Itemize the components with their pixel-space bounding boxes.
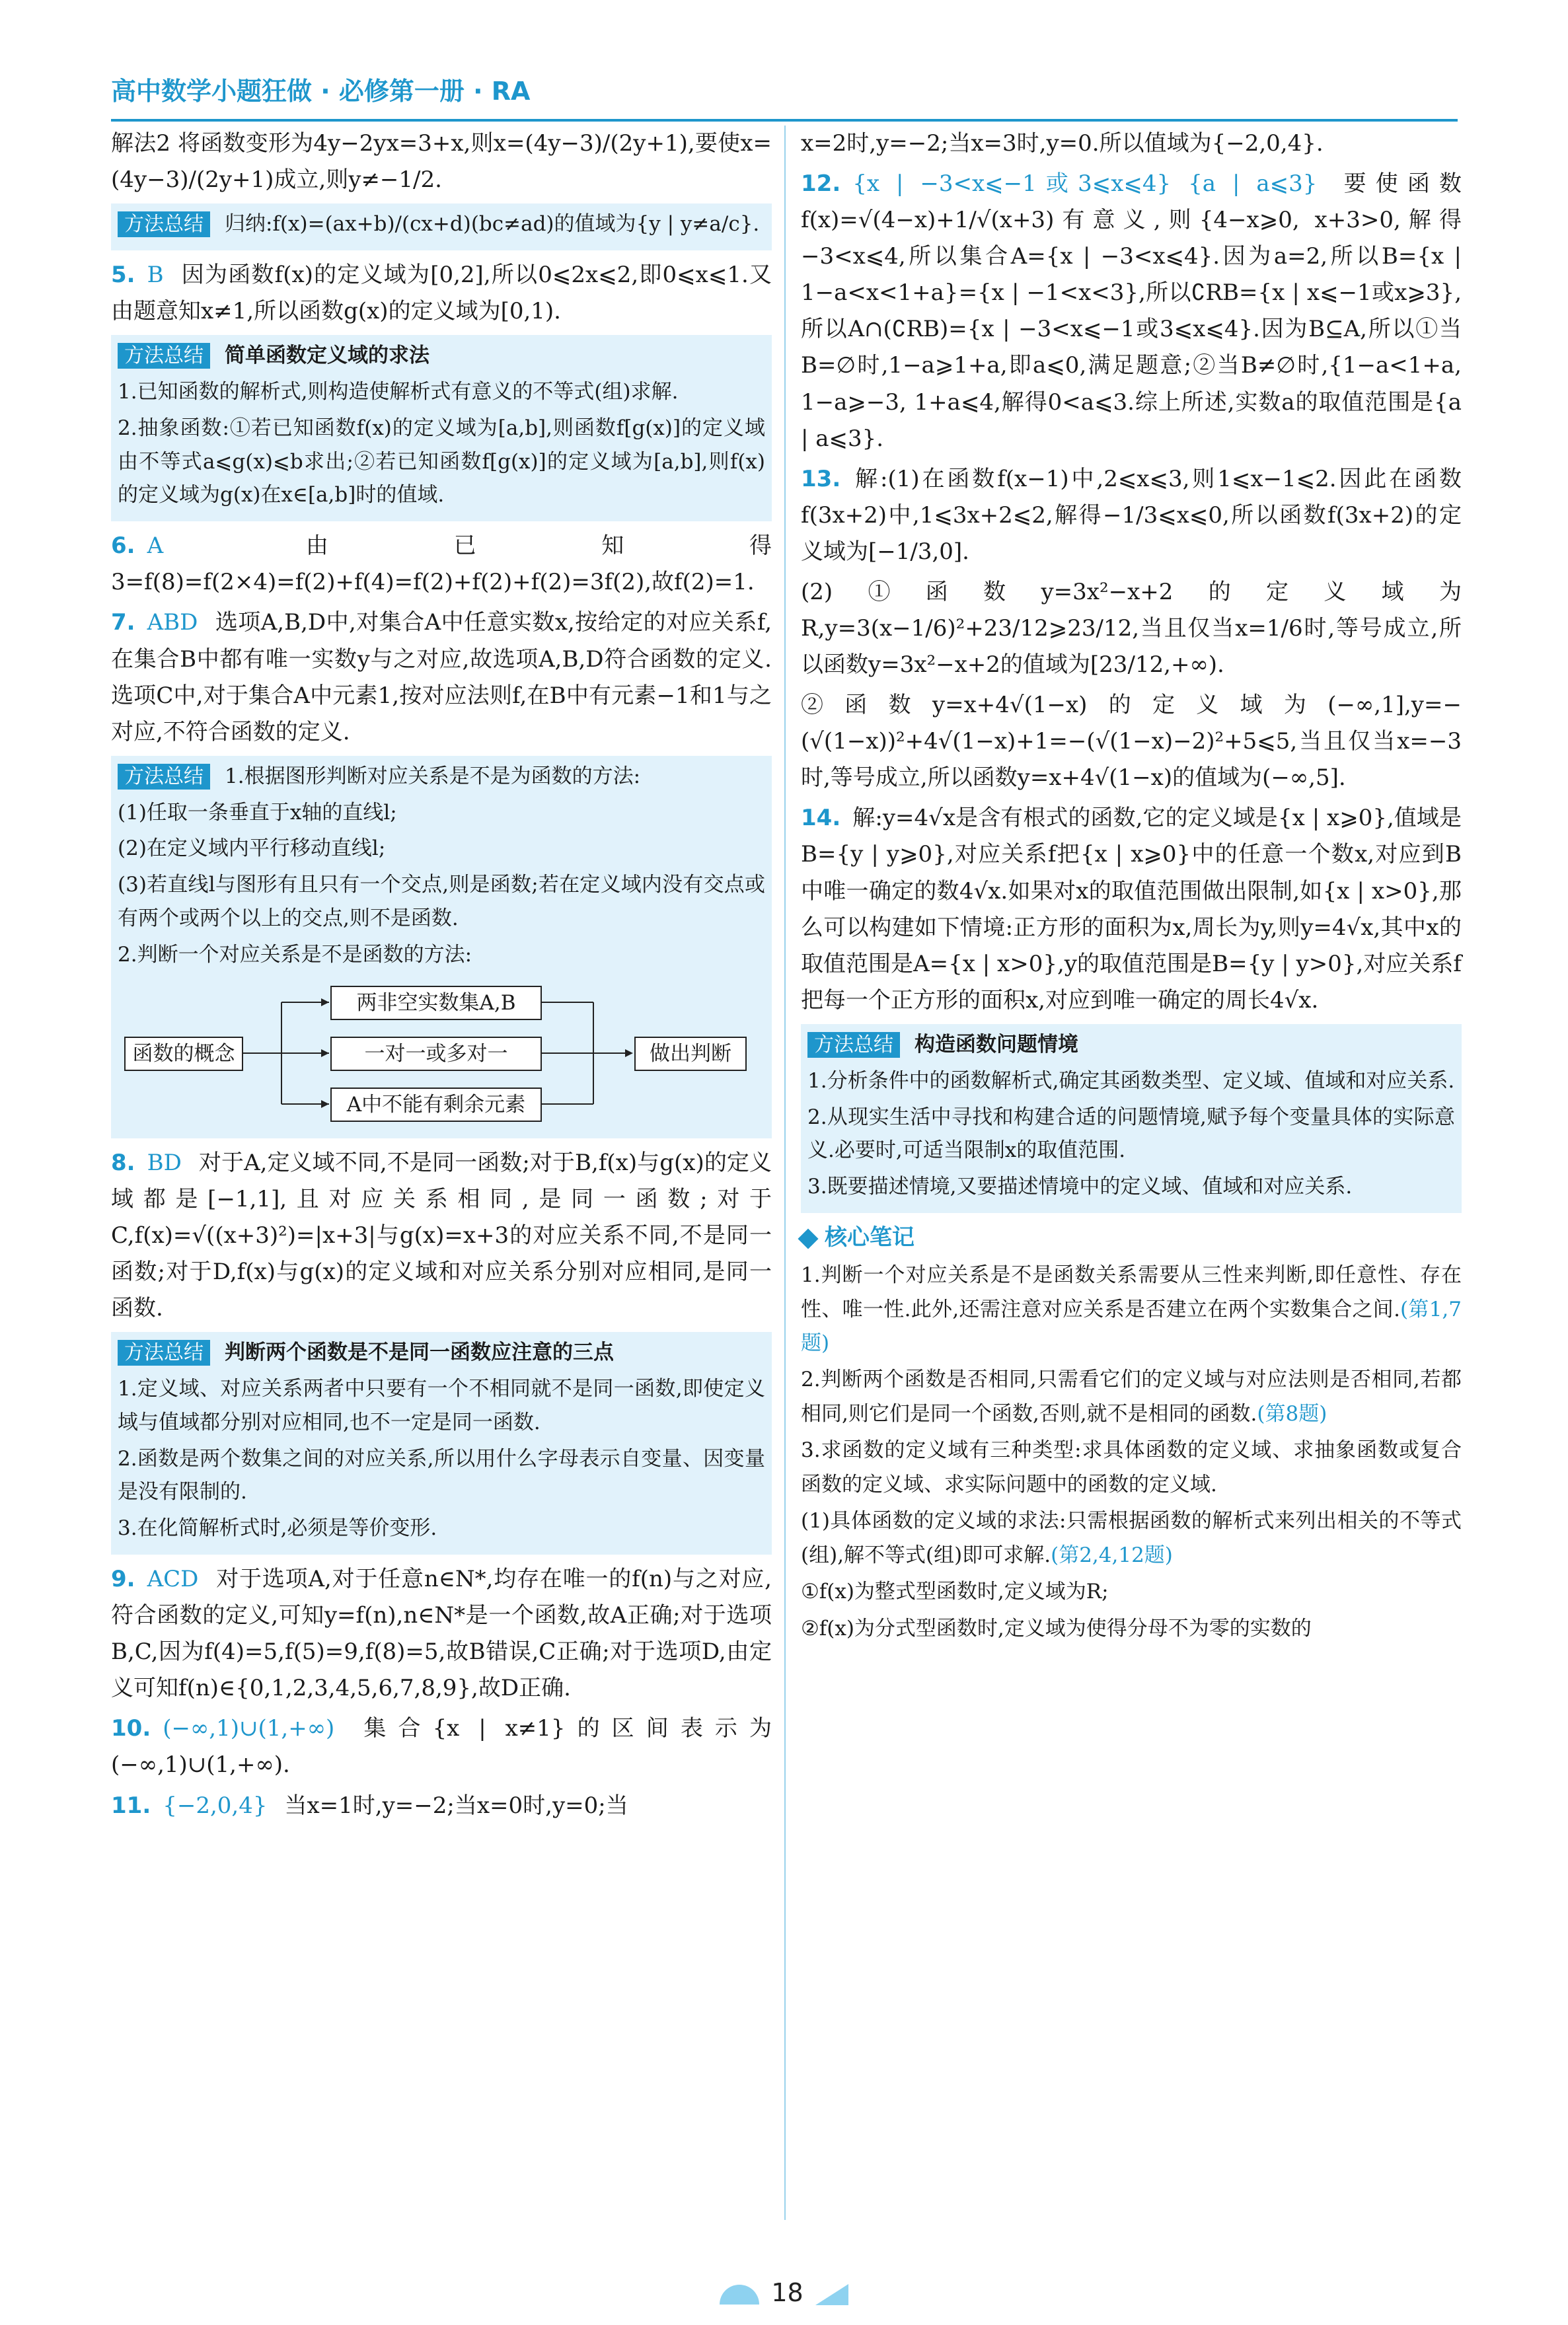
page-footer xyxy=(0,2273,1568,2314)
column-divider xyxy=(784,126,786,2220)
function-concept-flowchart xyxy=(118,977,765,1129)
set-square-icon xyxy=(815,2284,848,2305)
flow-condition-box: 一对一或多对一 xyxy=(330,1037,542,1071)
method-line: (2)在定义域内平行移动直线l; xyxy=(118,836,386,861)
answer-value: {a | a⩽3} xyxy=(1188,170,1318,198)
answer-text: 因为函数f(x)的定义域为[0,2],所以0⩽2x⩽2,即0⩽x⩽1.又由题意知x≠1,所以函数g(x)的定义域为[0,1). xyxy=(111,261,772,325)
answer-number: 9. xyxy=(111,1566,135,1593)
note-item xyxy=(801,1434,1462,1502)
method-title: 简单函数定义域的求法 xyxy=(225,344,429,368)
note-text: 2.判断两个函数是否相同,只需看它们的定义域与对应法则是否相同,若都相同,则它们是同一个函数,否则,就不是相同的函数. xyxy=(801,1368,1462,1426)
method-line: 2.判断一个对应关系是不是函数的方法: xyxy=(118,942,472,967)
note-text: 1.判断一个对应关系是不是函数关系需要从三性来判断,即任意性、存在性、唯一性.此外,还需注意对应关系是否建立在两个实数集合之间. xyxy=(801,1263,1462,1321)
core-notes-title: 核心笔记 xyxy=(825,1224,915,1251)
answer-number: 13. xyxy=(801,465,841,492)
answer-choice: B xyxy=(147,261,164,288)
solution-method-2: 解法2 将函数变形为4y−2yx=3+x,则x=(4y−3)/(2y+1),要使x=(4y−3)/(2y+1)成立,则y≠−1/2. xyxy=(111,130,772,194)
method-line: (3)若直线l与图形有且只有一个交点,则是函数;若在定义域内没有交点或有两个或两个以上的交点,则不是函数. xyxy=(118,873,765,931)
left-column xyxy=(111,126,772,1828)
method-text: 归纳:f(x)=(ax+b)/(cx+d)(bc≠ad)的值域为{y | y≠a/c}. xyxy=(225,212,760,237)
answer-13-part1 xyxy=(801,461,1462,570)
method-line: 2.从现实生活中寻找和构建合适的问题情境,赋予每个变量具体的实际意义.必要时,可适当限制x的取值范围. xyxy=(807,1105,1455,1163)
answer-number: 14. xyxy=(801,805,841,832)
answer-text: 对于选项A,对于任意n∈N*,均存在唯一的f(n)与之对应,符合函数的定义,可知y=f(n),n∈N*是一个函数,故A正确;对于选项B,C,因为f(4)=5,f(5)=9,f(8)=5,故B错误,C正确;对于选项D,由定义可知f(n)∈{0,1,2,3,4,5,6,7,8,9},故D正确. xyxy=(111,1566,772,1702)
answer-5 xyxy=(111,257,772,330)
answer-number: 5. xyxy=(111,261,135,288)
answer-13-part2: (2)①函数y=3x²−x+2的定义域为R,y=3(x−1/6)²+23/12⩾23/12,当且仅当x=1/6时,等号成立,所以函数y=3x²−x+2的值域为[23/12,+∞). xyxy=(801,578,1462,679)
answer-number: 11. xyxy=(111,1792,151,1819)
note-item xyxy=(801,1612,1462,1646)
right-column xyxy=(801,126,1462,1648)
answer-11 xyxy=(111,1788,772,1824)
flow-start-box: 函数的概念 xyxy=(124,1037,243,1071)
answer-text: 选项A,B,D中,对集合A中任意实数x,按给定的对应关系f,在集合B中都有唯一实数y与之对应,故选项A,B,D符合函数的定义.选项C中,对于集合A中元素1,按对应法则f,在B中有元素−1和1与之对应,不符合函数的定义. xyxy=(111,609,772,745)
answer-7 xyxy=(111,605,772,750)
answer-6 xyxy=(111,528,772,601)
answer-value: (−∞,1)∪(1,+∞) xyxy=(163,1715,335,1742)
method-line: 3.在化简解析式时,必须是等价变形. xyxy=(118,1516,437,1541)
protractor-icon xyxy=(720,2285,759,2305)
answer-number: 7. xyxy=(111,609,135,636)
note-text: ②f(x)为分式型函数时,定义域为使得分母不为零的实数的 xyxy=(801,1616,1312,1641)
answer-choice: A xyxy=(147,533,164,560)
note-item xyxy=(801,1504,1462,1572)
answer-number: 8. xyxy=(111,1149,135,1176)
answer-choice: ABD xyxy=(147,609,198,636)
note-item xyxy=(801,1259,1462,1360)
method-line: (1)任取一条垂直于x轴的直线l; xyxy=(118,800,397,825)
answer-text: 集合{x | x≠1}的区间表示为(−∞,1)∪(1,+∞). xyxy=(111,1715,772,1779)
answer-text: 解:(1)在函数f(x−1)中,2⩽x⩽3,则1⩽x−1⩽2.因此在函数f(3x+2)中,1⩽3x+2⩽2,解得−1/3⩽x⩽0,所以函数f(3x+2)的定义域为[−1/3,0]. xyxy=(801,465,1462,565)
answer-text: 当x=1时,y=−2;当x=0时,y=0;当 xyxy=(284,1792,628,1819)
method-tag: 方法总结 xyxy=(118,211,210,237)
answer-choice: BD xyxy=(147,1149,182,1176)
method-title: 构造函数问题情境 xyxy=(915,1032,1078,1056)
answer-10 xyxy=(111,1711,772,1783)
note-text: ①f(x)为整式型函数时,定义域为R; xyxy=(801,1580,1109,1604)
answer-9 xyxy=(111,1561,772,1707)
flow-end-box: 做出判断 xyxy=(634,1037,747,1071)
answer-11-continued: x=2时,y=−2;当x=3时,y=0.所以值域为{−2,0,4}. xyxy=(801,130,1324,157)
answer-number: 10. xyxy=(111,1715,151,1742)
answer-text: 要使函数f(x)=√(4−x)+1/√(x+3)有意义,则{4−x⩾0, x+3>0,解得−3<x⩽4,所以集合A={x | −3<x⩽4}.因为a=2,所以B={x | 1−a<x<1+a}={x | −1<x<3},所以∁RB={x | x⩽−1或x⩾3},所以A∩(∁RB)={x | −3<x⩽−1或3⩽x⩽4}.因为B⊆A,所以①当B=∅时,1−a⩾1+a,即a⩽0,满足题意;②当B≠∅时,{1−a<1+a, 1−a⩾−3, 1+a⩽4,解得0<a⩽3.综上所述,实数a的取值范围是{a | a⩽3}. xyxy=(801,170,1462,452)
method-line: 1.定义域、对应关系两者中只要有一个不相同就不是同一函数,即使定义域与值域都分别对应相同,也不一定是同一函数. xyxy=(118,1376,765,1434)
answer-8 xyxy=(111,1145,772,1327)
method-line: 3.既要描述情境,又要描述情境中的定义域、值域和对应关系. xyxy=(807,1175,1353,1199)
method-line: 1.已知函数的解析式,则构造使解析式有意义的不等式(组)求解. xyxy=(118,379,679,404)
note-item xyxy=(801,1363,1462,1431)
method-title: 判断两个函数是不是同一函数应注意的三点 xyxy=(225,1341,614,1365)
method-line: 1.根据图形判断对应关系是不是为函数的方法: xyxy=(225,764,641,788)
method-tag: 方法总结 xyxy=(118,343,210,369)
answer-choice: ACD xyxy=(147,1566,199,1593)
answer-12 xyxy=(801,166,1462,457)
answer-number: 6. xyxy=(111,533,135,560)
answer-13-part3: ②函数y=x+4√(1−x)的定义域为(−∞,1],y=−(√(1−x))²+4√(1−x)+1=−(√(1−x)−2)²+5⩽5,当且仅当x=−3时,等号成立,所以函数y=x+4√(1−x)的值域为(−∞,5]. xyxy=(801,692,1462,792)
method-summary-1 xyxy=(111,203,772,250)
note-text: (1)具体函数的定义域的求法:只需根据函数的解析式来列出相关的不等式(组),解不等式(组)即可求解. xyxy=(801,1509,1462,1567)
answer-number: 12. xyxy=(801,170,841,198)
page-number: 18 xyxy=(771,2278,803,2307)
answer-value: {x | −3<x⩽−1或3⩽x⩽4} xyxy=(852,170,1172,198)
method-line: 1.分析条件中的函数解析式,确定其函数类型、定义域、值域和对应关系. xyxy=(807,1068,1455,1093)
note-reference: (第2,4,12题) xyxy=(1051,1543,1173,1567)
method-line: 2.函数是两个数集之间的对应关系,所以用什么字母表示自变量、因变量是没有限制的. xyxy=(118,1446,765,1504)
method-summary-3 xyxy=(111,756,772,1138)
answer-14 xyxy=(801,800,1462,1018)
answer-value: {−2,0,4} xyxy=(163,1792,268,1819)
method-summary-5 xyxy=(801,1024,1462,1213)
note-reference: (第8题) xyxy=(1257,1401,1327,1426)
method-line: 2.抽象函数:①若已知函数f(x)的定义域为[a,b],则函数f[g(x)]的定义域由不等式a⩽g(x)⩽b求出;②若已知函数f[g(x)]的定义域为[a,b],则f(x)的定义域为g(x)在x∈[a,b]时的值域. xyxy=(118,416,765,507)
note-item xyxy=(801,1575,1462,1609)
flow-condition-box: 两非空实数集A,B xyxy=(330,986,542,1020)
answer-text: 对于A,定义域不同,不是同一函数;对于B,f(x)与g(x)的定义域都是[−1,1],且对应关系相同,是同一函数;对于C,f(x)=√((x+3)²)=|x+3|与g(x)=x+3的对应关系不同,不是同一函数;对于D,f(x)与g(x)的定义域和对应关系分别对应相同,是同一函数. xyxy=(111,1149,772,1322)
answer-text: 解:y=4√x是含有根式的函数,它的定义域是{x | x⩾0},值域是B={y | y⩾0},对应关系f把{x | x⩾0}中的任意一个数x,对应到B中唯一确定的数4√x.如果对x的取值范围做出限制,如{x | x>0},那么可以构建如下情境:正方形的面积为x,周长为y,则y=4√x,其中x的取值范围是A={x | x>0},y的取值范围是B={y | y>0},对应关系f把每一个正方形的面积x,对应到唯一确定的周长4√x. xyxy=(801,805,1462,1014)
method-tag: 方法总结 xyxy=(807,1032,900,1058)
method-tag: 方法总结 xyxy=(118,1340,210,1366)
core-notes xyxy=(801,1259,1462,1646)
flow-condition-box: A中不能有剩余元素 xyxy=(330,1088,542,1122)
note-text: 3.求函数的定义域有三种类型:求具体函数的定义域、求抽象函数或复合函数的定义域、求实际问题中的函数的定义域. xyxy=(801,1438,1462,1496)
method-tag: 方法总结 xyxy=(118,764,210,790)
note-reference: (第1,7题) xyxy=(801,1297,1462,1355)
diamond-icon xyxy=(798,1228,818,1249)
method-summary-4 xyxy=(111,1332,772,1555)
core-notes-heading xyxy=(801,1220,1462,1256)
answer-text: 由已知得3=f(8)=f(2×4)=f(2)+f(4)=f(2)+f(2)+f(2)=3f(2),故f(2)=1. xyxy=(111,533,772,596)
running-header: 高中数学小题狂做 · 必修第一册 · RA xyxy=(111,71,1458,122)
method-summary-2 xyxy=(111,335,772,521)
